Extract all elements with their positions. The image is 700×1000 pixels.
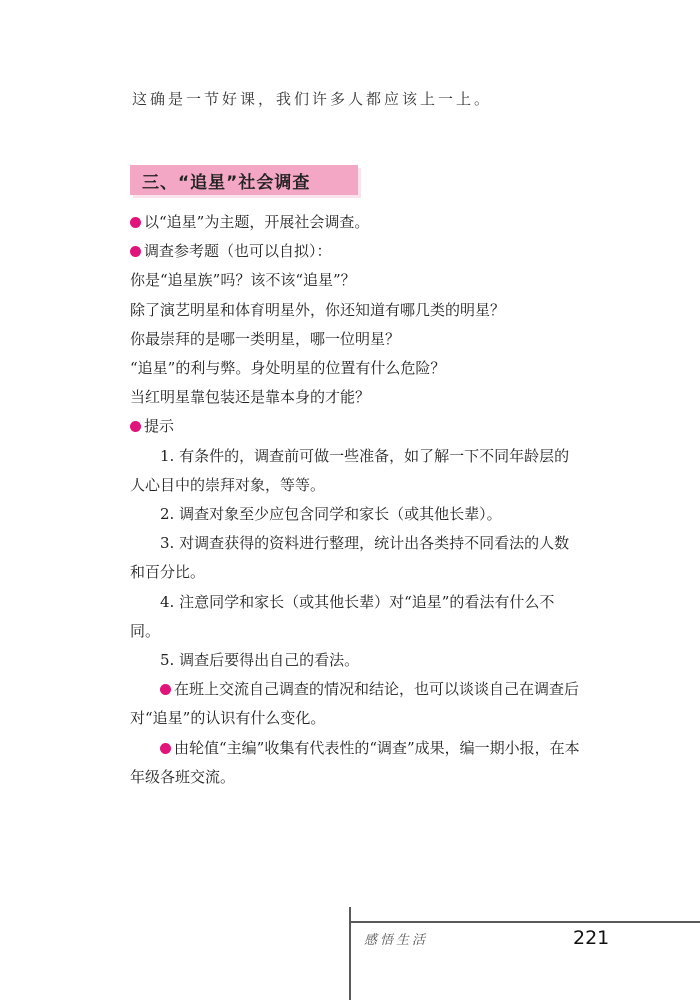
footer-divider-horizontal [349,921,700,923]
bullet-dot-icon [130,421,141,432]
section-title: 三、“追星”社会调查 [142,172,311,193]
bullet-item [130,208,580,237]
bullet-text: 以“追星”为主题，开展社会调查。 [144,213,370,231]
survey-question: 除了演艺明星和体育明星外，你还知道有哪几类的明星？ [130,300,506,319]
survey-question: 你最崇拜的是哪一类明星，哪一位明星？ [130,329,401,348]
bullet-item [130,412,580,441]
bullet-text: 调查参考题（也可以自拟）： [144,242,332,261]
page-number: 221 [573,927,610,949]
bullet-dot-icon [130,246,141,257]
section-content [130,208,580,792]
footer-chapter-label: 感悟生活 [364,933,429,948]
bullet-item [130,675,580,733]
bullet-dot-icon [160,743,171,754]
intro-sentence: 这确是一节好课，我们许多人都应该上一上。 [132,90,493,108]
bullet-item [130,237,580,266]
tip-item: 5. 调查后要得出自己的看法。 [160,651,360,670]
bullet-dot-icon [130,217,141,228]
survey-question: “追星”的利与弊。身处明星的位置有什么危险？ [130,359,446,378]
tip-item: 1. 有条件的，调查前可做一些准备，如了解一下不同年龄层的人心目中的崇拜对象，等等。 [130,446,570,494]
tip-item: 4. 注意同学和家长（或其他长辈）对“追星”的看法有什么不同。 [130,592,555,640]
section-header [130,165,358,195]
tip-item: 2. 调查对象至少应包含同学和家长（或其他长辈）。 [160,505,502,524]
tip-item: 3. 对调查获得的资料进行整理，统计出各类持不同看法的人数和百分比。 [130,534,570,582]
bullet-dot-icon [160,684,171,695]
bullet-text: 提示 [144,417,175,436]
bullet-text: 在班上交流自己调查的情况和结论，也可以谈谈自己在调查后对“追星”的认识有什么变化。 [130,680,580,728]
survey-question: 当红明星靠包装还是靠本身的才能？ [130,388,371,407]
survey-question: 你是“追星族”吗？该不该“追星”？ [130,271,356,290]
bullet-text: 由轮值“主编”收集有代表性的“调查”成果，编一期小报，在本年级各班交流。 [130,738,580,786]
bullet-item [130,734,580,792]
